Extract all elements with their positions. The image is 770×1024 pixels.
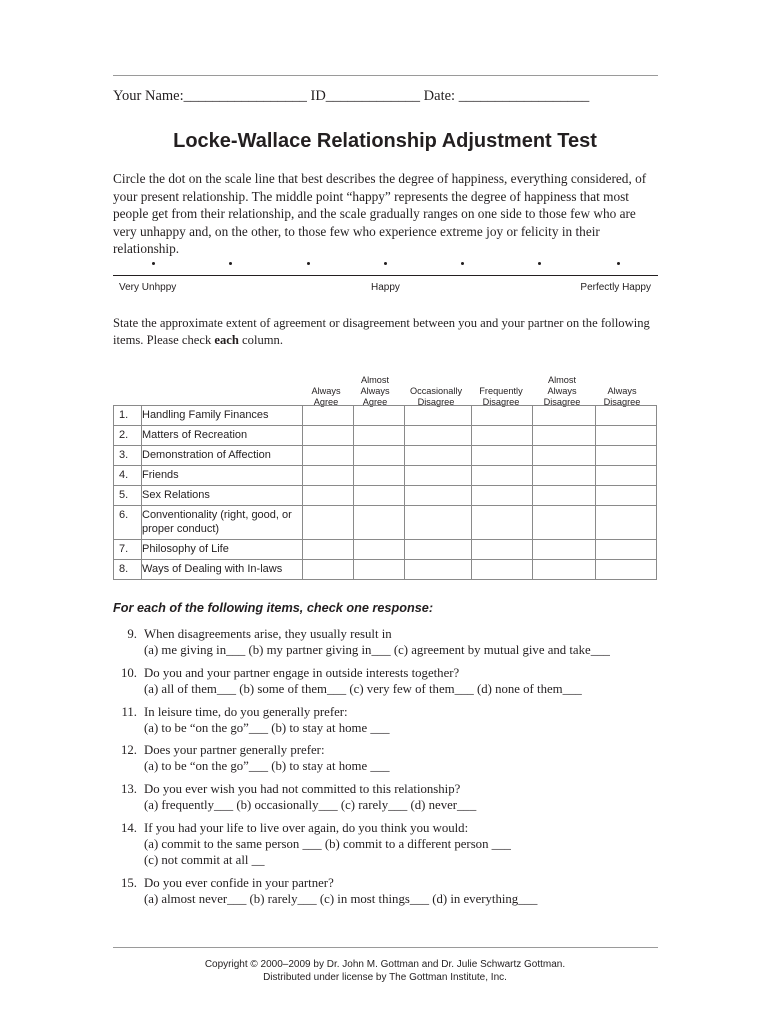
- item-label: Demonstration of Affection: [142, 446, 303, 466]
- scale-label-right: Perfectly Happy: [580, 282, 651, 293]
- check-cell[interactable]: [596, 486, 657, 506]
- item-label: Philosophy of Life: [142, 540, 303, 560]
- check-cell[interactable]: [596, 560, 657, 580]
- agreement-column-header: [531, 370, 593, 408]
- column-header-line: Always: [607, 386, 637, 396]
- scale-dot[interactable]: [229, 262, 232, 265]
- check-cell[interactable]: [354, 560, 405, 580]
- section-title: For each of the following items, check one response:: [113, 601, 434, 615]
- check-cell[interactable]: [354, 446, 405, 466]
- item-number: 3.: [114, 446, 142, 466]
- column-header-line: Almost: [360, 375, 390, 385]
- answer-options[interactable]: (a) me giving in___ (b) my partner giving in___ (c) agreement by mutual give and take___: [144, 643, 610, 657]
- question-body: [144, 704, 390, 736]
- item-label: Ways of Dealing with In-laws: [142, 560, 303, 580]
- column-header-line: Disagree: [603, 397, 641, 407]
- happiness-scale-line: [113, 275, 658, 276]
- answer-options[interactable]: (a) commit to the same person ___ (b) commit to a different person ___: [144, 837, 511, 851]
- question-text: When disagreements arise, they usually result in: [144, 627, 392, 641]
- check-cell[interactable]: [303, 506, 354, 540]
- check-cell[interactable]: [405, 540, 472, 560]
- column-header-line: Occasionally: [409, 386, 463, 396]
- check-cell[interactable]: [533, 486, 596, 506]
- table-row: [114, 540, 657, 560]
- question-body: [144, 626, 610, 658]
- table-row: [114, 486, 657, 506]
- agreement-column-header: [471, 370, 531, 408]
- scale-instructions: Circle the dot on the scale line that best describes the degree of happiness, everything considered, of your present relationship. The middle point “happy” represents the degree of happiness that most people get from their relationship, and the scale gradually ranges on one side to those few who are very unhappy and, on the other, to those few who experience extreme joy or felicity in their relationship.: [113, 171, 647, 256]
- item-number: 2.: [114, 426, 142, 446]
- scale-dot[interactable]: [461, 262, 464, 265]
- question-number: 15.: [121, 876, 137, 890]
- answer-options[interactable]: (c) not commit at all __: [144, 853, 265, 867]
- agreement-column-header: [300, 370, 352, 408]
- question-number: 12.: [121, 743, 137, 757]
- agreement-instructions-end: column.: [238, 333, 283, 347]
- agreement-instructions-emphasis: each: [214, 333, 239, 347]
- check-cell[interactable]: [405, 486, 472, 506]
- agreement-table: [113, 405, 657, 580]
- question-body: [144, 875, 537, 907]
- question-number: 9.: [127, 627, 137, 641]
- question-body: [144, 742, 390, 774]
- scale-dot[interactable]: [307, 262, 310, 265]
- column-header-line: Agree: [313, 397, 339, 407]
- column-header-line: Always: [360, 386, 390, 396]
- check-cell[interactable]: [303, 446, 354, 466]
- question-body: [144, 820, 511, 868]
- agreement-instructions-text: State the approximate extent of agreement or disagreement between you and your partner on the following items. Please check: [113, 316, 650, 347]
- agreement-column-header: [350, 370, 400, 408]
- check-cell[interactable]: [472, 560, 533, 580]
- check-cell[interactable]: [533, 560, 596, 580]
- check-cell[interactable]: [303, 426, 354, 446]
- check-cell[interactable]: [472, 540, 533, 560]
- check-cell[interactable]: [303, 540, 354, 560]
- item-number: 4.: [114, 466, 142, 486]
- check-cell[interactable]: [596, 506, 657, 540]
- question-text: Do you ever wish you had not committed to this relationship?: [144, 782, 461, 796]
- copyright-notice: [0, 958, 770, 984]
- check-cell[interactable]: [472, 426, 533, 446]
- check-cell[interactable]: [303, 486, 354, 506]
- question-number: 14.: [121, 821, 137, 835]
- check-cell[interactable]: [596, 466, 657, 486]
- item-number: 1.: [114, 406, 142, 426]
- check-cell[interactable]: [303, 466, 354, 486]
- top-divider: [113, 75, 658, 76]
- column-header-line: Always: [311, 386, 341, 396]
- scale-label-left: Very Unhppy: [119, 282, 177, 293]
- check-cell[interactable]: [472, 466, 533, 486]
- check-cell[interactable]: [405, 426, 472, 446]
- scale-dot[interactable]: [384, 262, 387, 265]
- name-id-date-line: Your Name:_________________ ID_____________ Date: __________________: [113, 88, 590, 104]
- distribution-line: Distributed under license by The Gottman Institute, Inc.: [263, 972, 507, 983]
- happiness-scale-dots: [113, 262, 658, 272]
- check-cell[interactable]: [354, 540, 405, 560]
- item-label: Conventionality (right, good, or proper conduct): [142, 506, 303, 540]
- check-cell[interactable]: [303, 560, 354, 580]
- scale-dot[interactable]: [617, 262, 620, 265]
- check-cell[interactable]: [405, 560, 472, 580]
- answer-options[interactable]: (a) almost never___ (b) rarely___ (c) in most things___ (d) in everything___: [144, 892, 538, 906]
- column-header-line: Disagree: [482, 397, 520, 407]
- check-cell[interactable]: [596, 426, 657, 446]
- item-label: Sex Relations: [142, 486, 303, 506]
- check-cell[interactable]: [596, 406, 657, 426]
- check-cell[interactable]: [405, 446, 472, 466]
- question-body: [144, 665, 582, 697]
- question-text: Do you ever confide in your partner?: [144, 876, 334, 890]
- table-row: [114, 426, 657, 446]
- question-number: 10.: [121, 666, 137, 680]
- check-cell[interactable]: [533, 466, 596, 486]
- question-text: Does your partner generally prefer:: [144, 743, 325, 757]
- column-header-line: Disagree: [417, 397, 455, 407]
- item-label: Friends: [142, 466, 303, 486]
- item-label: Matters of Recreation: [142, 426, 303, 446]
- check-cell[interactable]: [472, 506, 533, 540]
- table-row: [114, 406, 657, 426]
- check-cell[interactable]: [533, 540, 596, 560]
- column-header-line: Disagree: [543, 397, 581, 407]
- item-number: 6.: [114, 506, 142, 540]
- check-cell[interactable]: [533, 406, 596, 426]
- table-row: [114, 506, 657, 540]
- check-cell[interactable]: [533, 426, 596, 446]
- scale-label-middle: Happy: [371, 282, 400, 293]
- agreement-instructions: [113, 315, 658, 349]
- table-row: [114, 466, 657, 486]
- item-number: 7.: [114, 540, 142, 560]
- column-header-line: Frequently: [479, 386, 523, 396]
- table-row: [114, 446, 657, 466]
- answer-options[interactable]: (a) to be “on the go”___ (b) to stay at home ___: [144, 759, 390, 773]
- answer-options[interactable]: (a) all of them___ (b) some of them___ (c) very few of them___ (d) none of them___: [144, 682, 582, 696]
- check-cell[interactable]: [472, 406, 533, 426]
- check-cell[interactable]: [472, 486, 533, 506]
- item-label: Handling Family Finances: [142, 406, 303, 426]
- agreement-column-header: [403, 370, 469, 408]
- table-row: [114, 560, 657, 580]
- check-cell[interactable]: [472, 446, 533, 466]
- check-cell[interactable]: [405, 506, 472, 540]
- question-text: Do you and your partner engage in outside interests together?: [144, 666, 460, 680]
- page-title: Locke-Wallace Relationship Adjustment Test: [173, 130, 597, 152]
- question-body: [144, 781, 476, 813]
- check-cell[interactable]: [596, 540, 657, 560]
- check-cell[interactable]: [303, 406, 354, 426]
- column-header-line: Almost: [547, 375, 577, 385]
- check-cell[interactable]: [354, 466, 405, 486]
- check-cell[interactable]: [405, 406, 472, 426]
- footer-divider: [113, 947, 658, 948]
- question-text: If you had your life to live over again, do you think you would:: [144, 821, 469, 835]
- column-header-line: Agree: [362, 397, 388, 407]
- answer-options[interactable]: (a) frequently___ (b) occasionally___ (c) rarely___ (d) never___: [144, 798, 477, 812]
- item-number: 8.: [114, 560, 142, 580]
- check-cell[interactable]: [354, 506, 405, 540]
- copyright-line: Copyright © 2000–2009 by Dr. John M. Gottman and Dr. Julie Schwartz Gottman.: [204, 959, 566, 970]
- check-cell[interactable]: [405, 466, 472, 486]
- question-number: 13.: [121, 782, 137, 796]
- check-cell[interactable]: [533, 506, 596, 540]
- check-cell[interactable]: [354, 406, 405, 426]
- answer-options[interactable]: (a) to be “on the go”___ (b) to stay at home ___: [144, 721, 390, 735]
- item-number: 5.: [114, 486, 142, 506]
- check-cell[interactable]: [354, 426, 405, 446]
- check-cell[interactable]: [596, 446, 657, 466]
- question-text: In leisure time, do you generally prefer:: [144, 705, 348, 719]
- scale-dot[interactable]: [152, 262, 155, 265]
- scale-dot[interactable]: [538, 262, 541, 265]
- check-cell[interactable]: [533, 446, 596, 466]
- column-header-line: Always: [547, 386, 577, 396]
- check-cell[interactable]: [354, 486, 405, 506]
- question-number: 11.: [121, 705, 137, 719]
- agreement-column-header: [592, 370, 652, 408]
